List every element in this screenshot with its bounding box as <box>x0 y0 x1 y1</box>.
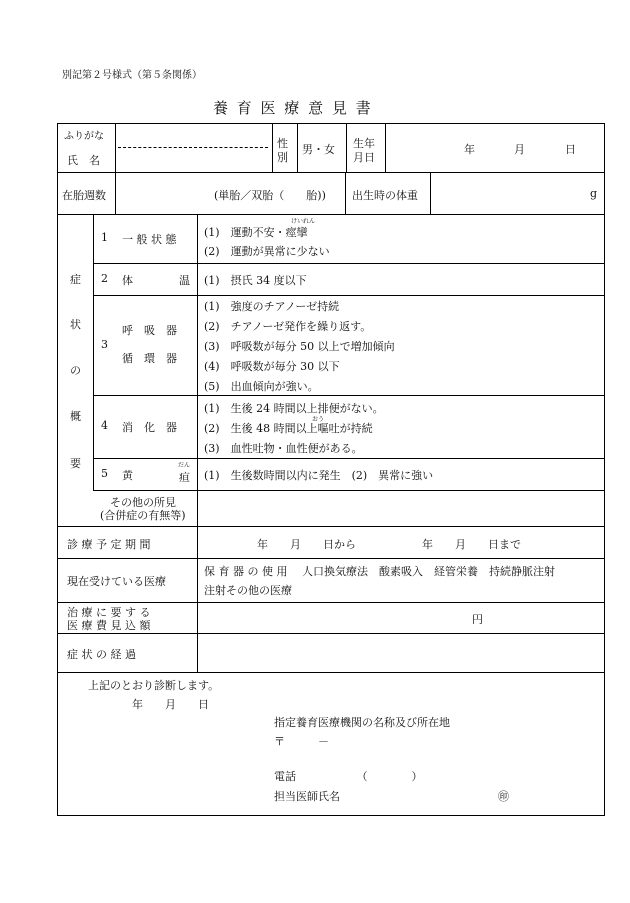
progress-field[interactable] <box>200 635 602 671</box>
diagnosis-statement: 上記のとおり診断します。 <box>88 679 220 692</box>
digestive-number: 4 <box>101 419 108 432</box>
resp-circ-item-1[interactable]: (1) 強度のチアノーゼ持続 <box>204 300 340 313</box>
sex-options[interactable]: 男・女 <box>302 143 335 156</box>
symptoms-side-label-5: 要 <box>70 457 81 470</box>
name-field[interactable] <box>118 150 268 170</box>
phone[interactable]: 電話 （ ） <box>274 770 423 783</box>
birth-day-label: 日 <box>565 143 576 156</box>
general-state-number: 1 <box>101 231 108 244</box>
cost-label-a: 治 療 に 要 す る <box>67 606 151 619</box>
symptoms-side-label-1: 症 <box>70 273 81 286</box>
symptoms-side-label-4: 概 <box>70 410 81 423</box>
temperature-label-a: 体 <box>122 274 133 287</box>
digestive-item-1[interactable]: (1) 生後 24 時間以上排便がない。 <box>204 402 384 415</box>
jaundice-label-a: 黄 <box>122 469 133 482</box>
birth-weight-label: 出生時の体重 <box>352 189 418 202</box>
birth-label-top: 生年 <box>353 137 375 150</box>
furigana-field[interactable] <box>118 127 268 145</box>
jaundice-items[interactable]: (1) 生後数時間以内に発生 (2) 異常に強い <box>204 469 434 482</box>
resp-circ-item-4[interactable]: (4) 呼吸数が毎分 30 以下 <box>204 360 340 373</box>
birth-label-bottom: 月日 <box>353 151 375 164</box>
diagnosis-date[interactable]: 年 月 日 <box>132 698 209 711</box>
resp-circ-item-2[interactable]: (2) チアノーゼ発作を繰り返す。 <box>204 320 372 333</box>
resp-circ-number: 3 <box>101 338 108 351</box>
single-twin-field[interactable]: (単胎／双胎（ 胎)) <box>214 189 326 202</box>
symptoms-side-label-3: の <box>70 364 81 377</box>
seal-mark: ㊞ <box>498 790 509 803</box>
circulatory-label: 循 環 器 <box>122 352 177 365</box>
current-care-line-2[interactable]: 注射その他の医療 <box>204 584 292 597</box>
jaundice-label-b: 疸 <box>179 471 190 484</box>
postal-code[interactable]: 〒 － <box>274 735 329 748</box>
schedule-from[interactable]: 年 月 日から <box>257 538 356 551</box>
jaundice-number: 5 <box>101 467 108 480</box>
other-findings-field[interactable] <box>200 492 602 524</box>
general-state-label: 一 般 状 態 <box>122 233 177 246</box>
other-findings-label: その他の所見 <box>110 496 176 509</box>
doctor-name-label: 担当医師氏名 <box>274 790 340 803</box>
page-title: 養 育 医 療 意 見 書 <box>213 99 373 117</box>
name-label: 氏 名 <box>67 154 100 167</box>
birth-year-label: 年 <box>464 143 475 156</box>
general-ruby: けいれん <box>291 218 316 225</box>
general-item-1[interactable]: (1) 運動不安・痙攣 <box>204 226 308 239</box>
sex-label-bottom: 別 <box>277 151 288 164</box>
other-findings-sublabel: (合併症の有無等) <box>100 509 186 522</box>
resp-circ-item-5[interactable]: (5) 出血傾向が強い。 <box>204 380 319 393</box>
current-care-label: 現在受けている医療 <box>67 575 166 588</box>
temperature-number: 2 <box>101 272 108 285</box>
cost-field[interactable] <box>200 604 602 632</box>
digestive-item-2[interactable]: (2) 生後 48 時間以上嘔吐が持続 <box>204 422 373 435</box>
sex-label-top: 性 <box>277 137 288 150</box>
schedule-to[interactable]: 年 月 日まで <box>422 538 521 551</box>
symptoms-side-label-2: 状 <box>70 318 81 331</box>
respiratory-label: 呼 吸 器 <box>122 324 177 337</box>
birth-month-label: 月 <box>514 143 525 156</box>
temperature-item-1[interactable]: (1) 摂氏 34 度以下 <box>204 274 307 287</box>
schedule-label: 診 療 予 定 期 間 <box>67 538 151 551</box>
cost-label-b: 医 療 費 見 込 額 <box>67 619 151 632</box>
institution-label: 指定養育医療機関の名称及び所在地 <box>274 716 450 729</box>
temperature-label-b: 温 <box>179 274 190 287</box>
birth-weight-unit: g <box>590 187 598 200</box>
progress-label: 症 状 の 経 過 <box>67 648 136 661</box>
furigana-label: ふりがな <box>64 131 104 142</box>
digestive-item-3[interactable]: (3) 血性吐物・血性便がある。 <box>204 442 363 455</box>
gestation-weeks-label: 在胎週数 <box>62 189 106 202</box>
current-care-line-1[interactable]: 保 育 器 の 使 用 人口換気療法 酸素吸入 経管栄養 持続静脈注射 <box>204 565 555 578</box>
form-number: 別記第２号様式（第５条関係） <box>62 70 202 81</box>
cost-unit: 円 <box>472 613 483 626</box>
general-item-2[interactable]: (2) 運動が異常に少ない <box>204 245 330 258</box>
digestive-label: 消 化 器 <box>122 421 177 434</box>
digestive-ruby: おう <box>312 416 325 423</box>
jaundice-ruby: だん <box>178 462 191 469</box>
resp-circ-item-3[interactable]: (3) 呼吸数が毎分 50 以上で増加傾向 <box>204 340 395 353</box>
